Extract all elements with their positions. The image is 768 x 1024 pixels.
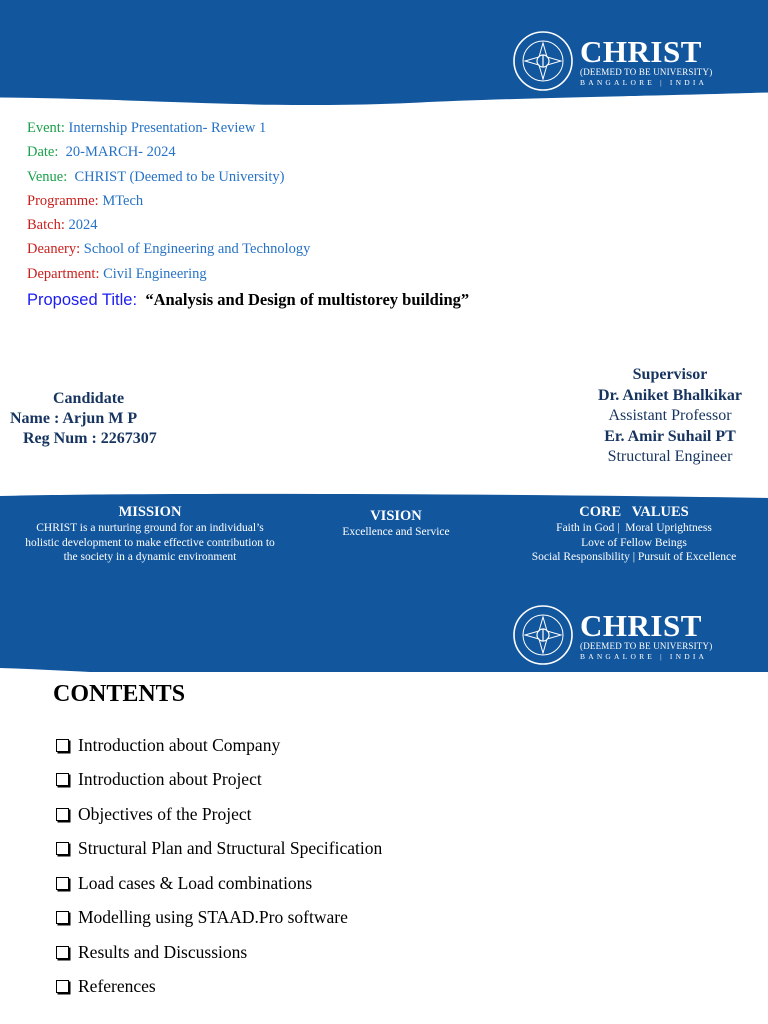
brand-city: BANGALORE | INDIA bbox=[580, 651, 708, 661]
deanery-label: Deanery: bbox=[27, 241, 81, 258]
mission-heading: MISSION bbox=[118, 504, 182, 520]
christ-logo bbox=[512, 30, 712, 92]
core-values-line: Love of Fellow Beings bbox=[581, 536, 687, 549]
list-item-label: Load cases & Load combinations bbox=[78, 872, 313, 893]
supervisor-name: Dr. Aniket Bhalkikar bbox=[598, 386, 742, 404]
checkbox-bullet-icon bbox=[56, 808, 69, 821]
list-item-label: References bbox=[78, 976, 156, 997]
christ-logo-footer bbox=[512, 604, 712, 666]
checkbox-bullet-icon bbox=[56, 946, 69, 959]
brand-name: CHRIST bbox=[580, 33, 702, 69]
candidate-reg: Reg Num : 2267307 bbox=[23, 430, 157, 447]
list-item-label: Modelling using STAAD.Pro software bbox=[78, 907, 348, 928]
mission-line: holistic development to make effective contribution to bbox=[25, 536, 275, 549]
batch-row bbox=[27, 213, 310, 237]
list-item-label: Structural Plan and Structural Specification bbox=[78, 838, 383, 859]
deanery-row bbox=[27, 237, 310, 261]
university-seal-icon bbox=[512, 30, 574, 92]
proposed-title-value: “Analysis and Design of multistorey building” bbox=[145, 290, 470, 309]
list-item bbox=[56, 832, 382, 867]
supervisor-heading: Supervisor bbox=[632, 366, 708, 383]
department-row bbox=[27, 262, 310, 286]
checkbox-bullet-icon bbox=[56, 773, 69, 786]
list-item-label: Objectives of the Project bbox=[78, 803, 252, 824]
candidate-block bbox=[10, 389, 180, 449]
checkbox-bullet-icon bbox=[56, 739, 69, 752]
event-row bbox=[27, 116, 310, 140]
mission-line: CHRIST is a nurturing ground for an individual’s bbox=[36, 522, 264, 534]
event-value: Internship Presentation- Review 1 bbox=[68, 120, 267, 136]
core-values-block bbox=[510, 504, 758, 565]
checkbox-bullet-icon bbox=[56, 877, 69, 890]
brand-subtitle: (DEEMED TO BE UNIVERSITY) bbox=[580, 640, 713, 651]
date-label: Date: bbox=[27, 144, 59, 161]
candidate-heading: Candidate bbox=[53, 390, 125, 407]
mission-line: the society in a dynamic environment bbox=[63, 551, 237, 563]
list-item-label: Introduction about Company bbox=[78, 734, 281, 755]
department-value: Civil Engineering bbox=[103, 265, 207, 282]
core-values-line: Social Responsibility | Pursuit of Excellence bbox=[531, 551, 737, 563]
vision-block bbox=[320, 508, 472, 540]
checkbox-bullet-icon bbox=[56, 842, 69, 855]
list-item-label: Introduction about Project bbox=[78, 769, 262, 790]
batch-value: 2024 bbox=[68, 217, 98, 234]
programme-row bbox=[27, 189, 310, 213]
list-item-label: Results and Discussions bbox=[78, 941, 248, 962]
mission-block bbox=[0, 504, 300, 565]
university-seal-icon bbox=[512, 604, 574, 666]
programme-label: Programme: bbox=[27, 192, 99, 209]
list-item bbox=[56, 763, 382, 798]
supervisor-role: Assistant Professor bbox=[608, 407, 732, 424]
batch-label: Batch: bbox=[27, 217, 65, 234]
contents-slide bbox=[0, 672, 768, 1024]
list-item bbox=[56, 935, 382, 970]
date-row bbox=[27, 140, 310, 164]
event-label: Event: bbox=[27, 120, 65, 136]
brand-city: BANGALORE | INDIA bbox=[580, 77, 708, 87]
venue-row bbox=[27, 165, 310, 189]
supervisor-block bbox=[584, 365, 756, 468]
department-label: Department: bbox=[27, 265, 100, 282]
brand-name: CHRIST bbox=[580, 607, 702, 643]
brand-text bbox=[580, 33, 713, 87]
proposed-title bbox=[27, 290, 469, 310]
vision-text: Excellence and Service bbox=[342, 526, 450, 538]
list-item bbox=[56, 728, 382, 763]
deanery-value: School of Engineering and Technology bbox=[83, 241, 311, 258]
co-supervisor-role: Structural Engineer bbox=[607, 448, 733, 465]
date-value: 20-MARCH- 2024 bbox=[65, 144, 176, 161]
programme-value: MTech bbox=[102, 192, 144, 209]
event-info bbox=[27, 116, 310, 286]
list-item bbox=[56, 970, 382, 1005]
contents-list bbox=[56, 728, 382, 1004]
list-item bbox=[56, 797, 382, 832]
venue-value: CHRIST (Deemed to be University) bbox=[74, 168, 285, 185]
co-supervisor-name: Er. Amir Suhail PT bbox=[604, 427, 736, 445]
list-item bbox=[56, 901, 382, 936]
venue-label: Venue: bbox=[27, 168, 68, 185]
proposed-title-label: Proposed Title: bbox=[27, 291, 138, 309]
checkbox-bullet-icon bbox=[56, 911, 69, 924]
contents-title: CONTENTS bbox=[53, 681, 186, 707]
core-values-line: Faith in God | Moral Uprightness bbox=[556, 522, 712, 534]
vision-heading: VISION bbox=[370, 508, 422, 524]
candidate-name: Name : Arjun M P bbox=[10, 410, 138, 427]
brand-subtitle: (DEEMED TO BE UNIVERSITY) bbox=[580, 66, 713, 77]
core-values-heading: CORE VALUES bbox=[579, 504, 689, 520]
brand-text bbox=[580, 607, 713, 661]
checkbox-bullet-icon bbox=[56, 980, 69, 993]
list-item bbox=[56, 866, 382, 901]
